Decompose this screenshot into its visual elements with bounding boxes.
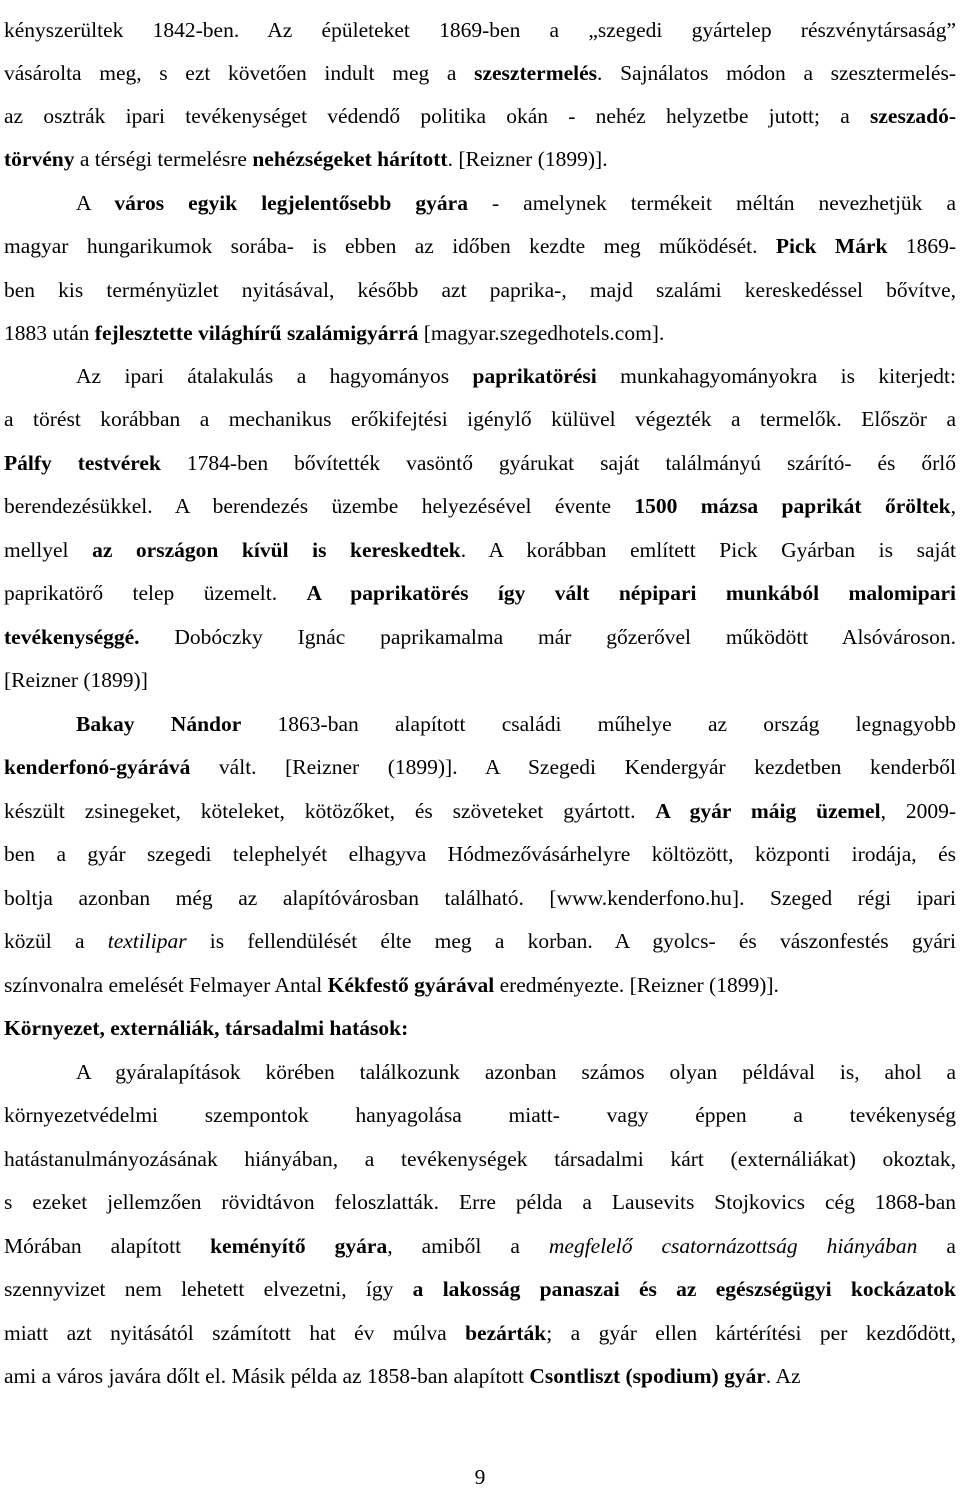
text-segment: ,: [950, 494, 956, 518]
text-segment: hatástanulmányozásának hiányában, a tevékenységek társadalmi kárt (externáliákat) okoztak,: [4, 1147, 956, 1171]
text-segment: ben kis terményüzlet nyitásával, később azt paprika-, majd szalámi kereskedéssel bővítve,: [4, 278, 956, 302]
text-segment: vásárolta meg, s ezt követően indult meg a: [4, 61, 475, 85]
bold-text: Környezet, externáliák, társadalmi hatások:: [4, 1016, 409, 1040]
text-segment: - amelynek termékeit méltán nevezhetjük a: [467, 191, 956, 215]
text-segment: ben a gyár szegedi telephelyét elhagyva Hódmezővásárhelyre költözött, központi irodája, és: [4, 842, 956, 866]
text-line: [4, 796, 956, 826]
bold-text: tevékenységgé.: [4, 625, 140, 649]
text-segment: 1863-ban alapított családi műhelye az ország legnagyobb: [241, 712, 956, 736]
bold-text: szesztermelés: [474, 61, 598, 85]
text-segment: A gyáralapítások körében találkozunk azonban számos olyan példával is, ahol a: [76, 1060, 956, 1084]
italic-text: textilipar: [107, 929, 187, 953]
bold-text: Kékfestő gyárával: [327, 973, 495, 997]
text-segment: ami a város javára dőlt el. Másik példa az 1858-ban alapított: [4, 1364, 530, 1388]
text-line: [4, 839, 956, 869]
text-segment: szennyvizet nem lehetett elvezetni, így: [4, 1277, 413, 1301]
text-line: [4, 231, 956, 261]
text-segment: [magyar.szegedhotels.com].: [418, 321, 665, 345]
text-segment: Az ipari átalakulás a hagyományos: [76, 364, 473, 388]
text-segment: boltja azonban még az alapítóvárosban található. [www.kenderfono.hu]. Szeged régi ipari: [4, 886, 956, 910]
text-segment: miatt azt nyitásától számított hat év múlva: [4, 1321, 466, 1345]
bold-text: a lakosság panaszai és az egészségügyi kockázatok: [412, 1277, 956, 1301]
text-segment: [Reizner (1899)]: [4, 668, 148, 692]
text-line: [4, 318, 956, 348]
bold-text: keményítő gyára: [210, 1234, 388, 1258]
bold-text: paprikatörési: [472, 364, 597, 388]
text-line: [4, 752, 956, 782]
text-line: [4, 1144, 956, 1174]
text-line: [4, 1318, 956, 1348]
text-line: [4, 15, 956, 45]
text-segment: Dobóczky Ignác paprikamalma már gőzerővel működött Alsóvároson.: [139, 625, 956, 649]
page-number: 9: [474, 1465, 486, 1489]
text-segment: A: [76, 191, 115, 215]
text-line: [4, 448, 956, 478]
text-segment: . Az: [765, 1364, 801, 1388]
text-segment: . [Reizner (1899)].: [447, 147, 608, 171]
bold-text: A paprikatörés így vált népipari munkából malomipari: [306, 581, 956, 605]
bold-text: Pálfy testvérek: [4, 451, 161, 475]
text-segment: kényszerültek 1842-ben. Az épületeket 1869-ben a „szegedi gyártelep részvénytársaság”: [4, 18, 956, 42]
bold-text: város egyik legjelentősebb gyára: [114, 191, 468, 215]
text-segment: berendezésükkel. A berendezés üzembe helyezésével évente: [4, 494, 635, 518]
text-line: [4, 578, 956, 608]
text-segment: közül a: [4, 929, 108, 953]
text-segment: ; a gyár ellen kártérítési per kezdődött,: [546, 1321, 956, 1345]
bold-text: nehézségeket hárított: [252, 147, 448, 171]
text-line: [76, 188, 956, 218]
text-segment: az osztrák ipari tevékenységet védendő politika okán - nehéz helyzetbe jutott; a: [4, 104, 871, 128]
bold-text: kenderfonó-gyárává: [4, 755, 191, 779]
text-segment: 1784-ben bővítették vasöntő gyárukat saját találmányú szárító- és őrlő: [160, 451, 956, 475]
text-segment: a: [917, 1234, 956, 1258]
text-segment: paprikatörő telep üzemelt.: [4, 581, 307, 605]
text-segment: a törést korábban a mechanikus erőkifejtési igénylő külüvel végezték a termelők. Először a: [4, 407, 956, 431]
text-line: [4, 1187, 956, 1217]
text-line: [4, 926, 956, 956]
text-line: [4, 404, 956, 434]
text-segment: eredményezte. [Reizner (1899)].: [494, 973, 779, 997]
text-line: [4, 58, 956, 88]
bold-text: törvény: [4, 147, 75, 171]
text-line: [76, 1057, 956, 1087]
text-segment: vált. [Reizner (1899)]. A Szegedi Kendergyár kezdetben kenderből: [190, 755, 956, 779]
text-segment: színvonalra emelését Felmayer Antal: [4, 973, 328, 997]
text-segment: készült zsinegeket, köteleket, kötözőket, és szöveteket gyártott.: [4, 799, 656, 823]
bold-text: Csontliszt (spodium) gyár: [529, 1364, 766, 1388]
text-segment: Mórában alapított: [4, 1234, 211, 1258]
text-segment: is fellendülését élte meg a korban. A gyolcs- és vászonfestés gyári: [186, 929, 956, 953]
bold-text: 1500 mázsa paprikát őröltek: [634, 494, 951, 518]
text-line: [4, 144, 956, 174]
text-line: [4, 622, 956, 652]
bold-text: A gyár máig üzemel: [655, 799, 881, 823]
text-line: [4, 665, 956, 695]
text-line: [4, 535, 956, 565]
bold-text: szeszadó-: [870, 104, 956, 128]
text-line: [4, 1231, 956, 1261]
text-segment: a térségi termelésre: [74, 147, 253, 171]
text-line: [4, 491, 956, 521]
text-segment: . Sajnálatos módon a szesztermelés-: [597, 61, 956, 85]
text-segment: 1869-: [887, 234, 956, 258]
text-line: [4, 101, 956, 131]
text-line: [76, 709, 956, 739]
bold-text: Pick Márk: [775, 234, 888, 258]
text-segment: . A korábban említett Pick Gyárban is saját: [460, 538, 956, 562]
text-segment: s ezeket jellemzően rövidtávon feloszlatták. Erre példa a Lausevits Stojkovics cég 1868-ban: [4, 1190, 956, 1214]
text-line: [4, 970, 956, 1000]
text-segment: mellyel: [4, 538, 93, 562]
text-segment: , 2009-: [880, 799, 956, 823]
text-line: [4, 275, 956, 305]
text-segment: környezetvédelmi szempontok hanyagolása miatt- vagy éppen a tevékenység: [4, 1103, 956, 1127]
text-segment: 1883 után: [4, 321, 95, 345]
text-line: [4, 1361, 956, 1391]
text-segment: magyar hungarikumok sorába- is ebben az időben kezdte meg működését.: [4, 234, 776, 258]
section-heading: [4, 1013, 956, 1043]
text-line: [4, 1100, 956, 1130]
text-line: [76, 361, 956, 391]
bold-text: Bakay Nándor: [76, 712, 242, 736]
text-line: [4, 883, 956, 913]
bold-text: fejlesztette világhírű szalámigyárrá: [94, 321, 419, 345]
bold-text: bezárták: [465, 1321, 547, 1345]
text-line: [4, 1274, 956, 1304]
bold-text: az országon kívül is kereskedtek: [92, 538, 461, 562]
italic-text: megfelelő csatornázottság hiányában: [548, 1234, 918, 1258]
text-segment: , amiből a: [387, 1234, 549, 1258]
text-segment: munkahagyományokra is kiterjedt:: [596, 364, 956, 388]
